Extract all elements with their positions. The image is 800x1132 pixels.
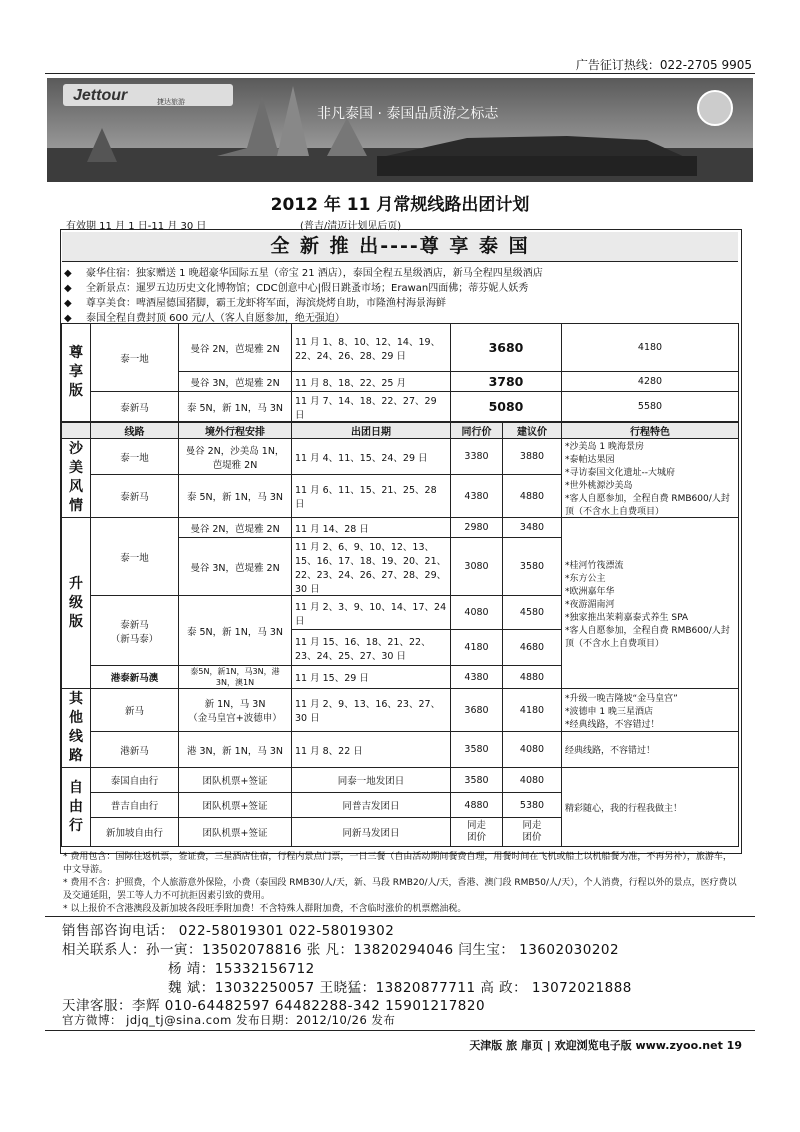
note-surcharge: * 以上报价不含港澳段及新加坡各段旺季附加费！不含特殊人群附加费，不含临时涨价的机票燃油税。 [63,904,467,914]
route-cell: 新加坡自由行 [91,818,179,847]
dates-cell: 11 月 15、16、18、21、22、23、24、25、27、30 日 [292,630,451,666]
route-cell: 泰一地 [91,439,179,475]
dates-cell: 11 月 14、28 日 [292,518,451,538]
schedule-cell: 泰 5N，新 1N，马 3N [179,392,292,422]
schedule-cell: 曼谷 2N，沙美岛 1N，芭堤雅 2N [179,439,292,475]
temple-banner-image [47,78,753,182]
peer-price: 3680 [451,689,503,732]
banner [47,78,753,182]
group-label: 其 他 线 路 [62,689,91,768]
contacts-line: 相关联系人：孙一寅：13502078816 张 凡：13820294046 闫生宝： 13602030202 [62,942,620,958]
peer-price: 2980 [451,518,503,538]
page-footer: 天津版 旅 扉页 | 欢迎浏览电子版 www.zyoo.net 19 [469,1039,742,1052]
dates-cell: 11 月 2、3、9、10、14、17、24 日 [292,596,451,630]
routes-table [61,422,739,847]
peer-price: 3080 [451,538,503,596]
note-excluded: * 费用不含：护照费，个人旅游意外保险，小费（泰国段 RMB30/人/天，新、马段 RMB20/人/天，香港、澳门段 RMB50/人/天），个人消费，行程以外的景点，医疗费以及交通延阻，罢工等人力不可抗拒因素引致的费用。 [63,878,737,901]
peer-price: 4880 [451,793,503,818]
route-cell: 泰一地 [91,518,179,596]
feature-line: ◆ 泰国全程自费封顶 600 元/人（客人自愿参加，绝无强迫） [64,313,345,324]
suggest-price: 3480 [503,518,562,538]
table-row [62,732,739,768]
schedule-cell: 曼谷 2N，芭堤雅 2N [179,518,292,538]
page-title: 2012 年 11 月常规线路出团计划 [270,195,530,215]
dates-cell: 11 月 6、11、15、21、25、28 日 [292,475,451,518]
route-cell: 泰新马 [91,475,179,518]
price-cell: 5080 [451,392,562,422]
column-header: 建议价 [503,423,562,439]
dates-cell: 11 月 4、11、15、24、29 日 [292,439,451,475]
suggest-cell: 4280 [562,372,739,392]
top-divider [45,73,755,74]
table-row [62,518,739,538]
schedule-cell: 团队机票+签证 [179,793,292,818]
column-header: 境外行程安排 [179,423,292,439]
schedule-cell: 港 3N，新 1N，马 3N [179,732,292,768]
suggest-price: 3580 [503,538,562,596]
route-cell: 新马 [91,689,179,732]
table-row [62,324,739,372]
dates-cell: 11 月 15、29 日 [292,666,451,689]
suggest-price: 4680 [503,630,562,666]
price-cell: 3780 [451,372,562,392]
suggest-cell: 5580 [562,392,739,422]
peer-price: 3580 [451,732,503,768]
table-row [62,392,739,422]
schedule-cell: 曼谷 3N，芭堤雅 2N [179,538,292,596]
peer-price: 3380 [451,439,503,475]
divider [45,916,755,917]
dates-cell: 11 月 2、9、13、16、23、27、30 日 [292,689,451,732]
dates-cell: 11 月 1、8、10、12、14、19、22、24、26、28、29 日 [292,324,451,372]
dates-cell: 11 月 8、22 日 [292,732,451,768]
service-line: 天津客服：李辉 010-64482597 64482288-342 15901217820 [62,998,486,1014]
suggest-price: 4080 [503,768,562,793]
features-cell: *升级一晚吉隆坡“金马皇宫” *波德申 1 晚三星酒店 *经典线路，不容错过！ [562,689,739,732]
suggest-price: 5380 [503,793,562,818]
route-cell: 普吉自由行 [91,793,179,818]
dates-cell: 11 月 8、18、22、25 月 [292,372,451,392]
peer-price: 4380 [451,666,503,689]
group-label: 自 由 行 [62,768,91,847]
feature-line: ◆ 豪华住宿：独家赠送 1 晚超豪华国际五星（帝宝 21 酒店），泰国全程五星级酒店，新马全程四星级酒店 [64,268,543,279]
column-header: 同行价 [451,423,503,439]
suggest-price: 4080 [503,732,562,768]
features-cell: *沙美岛 1 晚海景房 *泰帕达果园 *寻访泰国文化遗址--大城府 *世外桃源沙美岛 *客人自愿参加，全程自费 RMB600/人封顶（不含水上自费项目） [562,439,739,518]
schedule-cell: 曼谷 2N，芭堤雅 2N [179,324,292,372]
schedule-cell: 团队机票+签证 [179,818,292,847]
group-label: 尊 享 版 [62,324,91,422]
dates-cell: 同泰一地发团日 [292,768,451,793]
schedule-cell: 泰 5N，新 1N，马 3N [179,475,292,518]
column-header: 行程特色 [562,423,739,439]
table-row [62,439,739,475]
dates-cell: 同普吉发团日 [292,793,451,818]
suggest-price: 同走 团价 [503,818,562,847]
suggest-price: 4580 [503,596,562,630]
suggest-cell: 4180 [562,324,739,372]
peer-price: 4380 [451,475,503,518]
divider [45,1030,755,1031]
feature-line: ◆ 全新景点：暹罗五边历史文化博物馆；CDC创意中心|假日跳蚤市场；Erawan四面佛；蒂芬妮人妖秀 [64,283,529,294]
note-included: * 费用包含：国际往返机票，签证费，三星酒店住宿，行程内景点门票，一日三餐（自由活动期间餐费自理，用餐时间在飞机或船上以机船餐为准，不再另补），旅游车，中文导游。 [63,852,732,875]
feature-line: ◆ 尊享美食：啤酒屋德国猪脚，霸王龙虾将军面，海滨烧烤自助，市隆渔村海景海鲜 [64,298,446,309]
emblem-icon [698,91,732,125]
ad-hotline: 广告征订热线：022-2705 9905 [575,58,752,72]
suggest-price: 4880 [503,666,562,689]
sales-phone: 销售部咨询电话： 022-58019301 022-58019302 [62,923,395,939]
brand-logo-text: Jettour [73,87,128,104]
route-cell: 泰一地 [91,324,179,392]
dates-cell: 11 月 2、6、9、10、12、13、15、16、17、18、19、20、21、22、23、24、26、27、28、29、30 日 [292,538,451,596]
table-row [62,768,739,793]
group-label: 升 级 版 [62,518,91,689]
route-cell: 泰国自由行 [91,768,179,793]
route-cell: 港泰新马澳 [91,666,179,689]
peer-price: 4180 [451,630,503,666]
suggest-price: 3880 [503,439,562,475]
group-label: 沙 美 风 情 [62,439,91,518]
features-cell: *桂河竹筏漂流 *东方公主 *欧洲嘉年华 *夜游湄南河 *独家推出茉莉嘉泰式养生 SPA *客人自愿参加，全程自费 RMB600/人封顶（不含水上自费项目） [562,518,739,689]
route-cell: 港新马 [91,732,179,768]
table-row [62,689,739,732]
brand-logo-sub: 捷达旅游 [157,98,185,106]
features-cell: 精彩随心，我的行程我做主！ [562,768,739,847]
schedule-cell: 新 1N，马 3N （金马皇宫+波德申） [179,689,292,732]
schedule-cell: 泰5N，新1N，马3N，港3N，澳1N [179,666,292,689]
contacts-line: 杨 靖：15332156712 [168,961,315,977]
dates-cell: 同新马发团日 [292,818,451,847]
table-header-row [62,423,739,439]
banner-slogan: 非凡泰国 · 泰国品质游之标志 [317,106,499,122]
dates-cell: 11 月 7、14、18、22、27、29 日 [292,392,451,422]
features-cell: 经典线路，不容错过！ [562,732,739,768]
zunxiang-table [61,323,739,422]
suggest-price: 4180 [503,689,562,732]
schedule-cell: 团队机票+签证 [179,768,292,793]
weibo-line: 官方微博： jdjq_tj@sina.com 发布日期：2012/10/26 发布 [62,1013,396,1027]
route-cell: 泰新马 （新马泰） [91,596,179,666]
suggest-price: 4880 [503,475,562,518]
price-cell: 3680 [451,324,562,372]
peer-price: 3580 [451,768,503,793]
schedule-cell: 泰 5N，新 1N，马 3N [179,596,292,666]
validity-text: 有效期 11 月 1 日-11 月 30 日 [66,221,207,232]
phuket-note: (普吉/清迈计划见后页) [300,221,402,232]
column-header: 线路 [91,423,179,439]
contacts-line: 魏 斌：13032250057 王晓猛：13820877711 高 政： 13072021888 [168,980,632,996]
schedule-cell: 曼谷 3N，芭堤雅 2N [179,372,292,392]
route-cell: 泰新马 [91,392,179,422]
peer-price: 4080 [451,596,503,630]
peer-price: 同走 团价 [451,818,503,847]
column-header: 出团日期 [292,423,451,439]
section-title: 全 新 推 出----尊 享 泰 国 [62,232,738,262]
